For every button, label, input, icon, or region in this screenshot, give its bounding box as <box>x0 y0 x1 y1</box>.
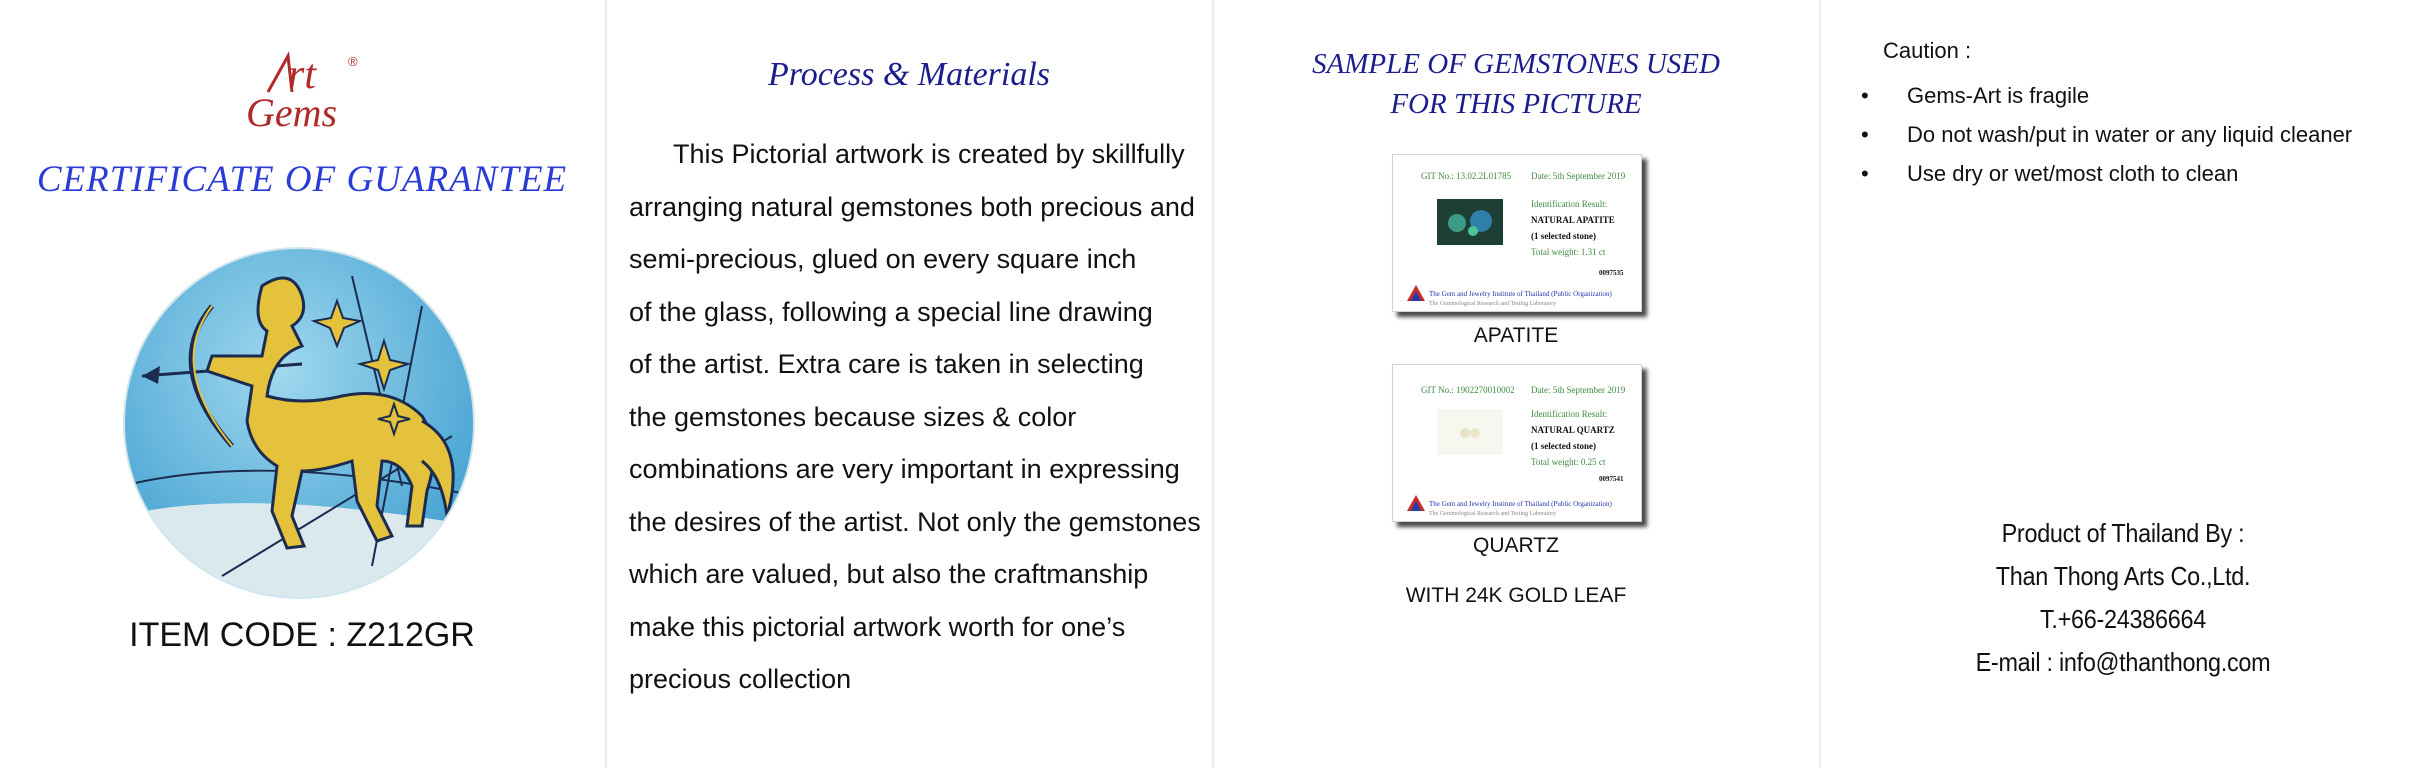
process-line: arranging natural gemstones both precious and <box>629 191 1195 222</box>
bullet-icon: • <box>1861 122 1869 147</box>
caution-item <box>1861 76 2352 115</box>
sagittarius-medallion-image <box>122 246 476 600</box>
gem-certificate-card <box>1392 154 1642 312</box>
cert-date: Date: 5th September 2019 <box>1531 171 1626 181</box>
samples-title-line1: SAMPLE OF GEMSTONES USED <box>1312 48 1720 80</box>
logo-text-bottom: Gems <box>246 90 338 135</box>
cert-result: NATURAL APATITE <box>1531 215 1615 225</box>
cert-stones: (1 selected stone) <box>1531 441 1596 451</box>
cert-department: The Gemmological Research and Testing Laboratory <box>1429 511 1557 517</box>
cert-serial: 0097535 <box>1599 269 1624 277</box>
git-logo-icon <box>1407 285 1425 301</box>
bullet-icon: • <box>1861 83 1869 108</box>
caution-item <box>1861 154 2352 193</box>
process-description <box>629 128 1199 706</box>
contact-line-email: E-mail : info@thanthong.com <box>1975 647 2271 677</box>
process-line: the gemstones because sizes & color <box>629 401 1077 432</box>
process-line: combinations are very important in expressing <box>629 454 1180 484</box>
cert-id-label: Identification Result: <box>1531 199 1608 209</box>
caution-item-text: Gems-Art is fragile <box>1907 83 2090 108</box>
process-line: which are valued, but also the craftmanship <box>629 559 1149 589</box>
caution-item <box>1861 115 2352 154</box>
caution-item-text: Do not wash/put in water or any liquid cleaner <box>1907 122 2353 147</box>
caution-panel <box>1821 0 2425 768</box>
cert-institute: The Gem and Jewelry Institute of Thailand (Public Organization) <box>1429 290 1612 298</box>
cert-institute: The Gem and Jewelry Institute of Thailand (Public Organization) <box>1429 500 1612 508</box>
samples-title-line2: FOR THIS PICTURE <box>1390 88 1642 120</box>
samples-title <box>1214 44 1818 124</box>
cert-date: Date: 5th September 2019 <box>1531 385 1626 395</box>
contact-line-company: Than Thong Arts Co.,Ltd. <box>1995 561 2251 591</box>
bullet-icon: • <box>1861 161 1869 186</box>
cert-id-label: Identification Result: <box>1531 409 1608 419</box>
process-line: of the glass, following a special line drawing <box>629 296 1153 327</box>
cert-result: NATURAL QUARTZ <box>1531 425 1615 435</box>
gem-name-label: QUARTZ <box>1473 534 1559 557</box>
logo-text-top: rt <box>288 52 317 98</box>
caution-heading: Caution : <box>1883 38 1972 63</box>
caution-list <box>1861 76 2352 193</box>
gem-name-label: APATITE <box>1473 324 1559 347</box>
cert-number: GIT No.: 13.02.2L01785 <box>1421 171 1512 181</box>
apatite-stone-photo <box>1437 199 1503 245</box>
cert-number: GIT No.: 1902270010002 <box>1421 385 1515 395</box>
process-panel <box>607 0 1211 768</box>
quartz-stone-photo <box>1437 409 1503 455</box>
process-line: the desires of the artist. Not only the gemstones <box>629 506 1201 537</box>
process-line: make this pictorial artwork worth for one’s <box>629 611 1126 642</box>
gem-certificate-card <box>1392 364 1642 522</box>
cert-serial: 0097541 <box>1599 475 1624 483</box>
art-gems-logo <box>228 48 368 138</box>
cert-department: The Gemmological Research and Testing Laboratory <box>1429 301 1557 307</box>
process-line: precious collection <box>629 664 852 694</box>
item-code: ITEM CODE : Z212GR <box>129 616 475 654</box>
certificate-panel <box>0 0 604 768</box>
process-line: This Pictorial artwork is created by skillfully <box>673 139 1185 169</box>
gold-leaf-note: WITH 24K GOLD LEAF <box>1405 584 1627 607</box>
contact-line-product: Product of Thailand By : <box>2001 518 2245 548</box>
cert-weight: Total weight: 1.31 ct <box>1531 247 1606 257</box>
samples-panel <box>1214 0 1818 768</box>
contact-block <box>1851 512 2395 684</box>
cert-stones: (1 selected stone) <box>1531 231 1596 241</box>
logo-registered-mark: ® <box>348 54 358 69</box>
cert-weight: Total weight: 0.25 ct <box>1531 457 1606 467</box>
git-logo-icon <box>1407 495 1425 511</box>
process-title: Process & Materials <box>767 56 1051 93</box>
process-line: semi-precious, glued on every square inch <box>629 244 1137 274</box>
caution-item-text: Use dry or wet/most cloth to clean <box>1907 161 2239 186</box>
process-line: of the artist. Extra care is taken in selecting <box>629 349 1144 379</box>
contact-line-phone: T.+66-24386664 <box>2039 604 2207 634</box>
certificate-title: CERTIFICATE OF GUARANTEE <box>36 159 568 200</box>
